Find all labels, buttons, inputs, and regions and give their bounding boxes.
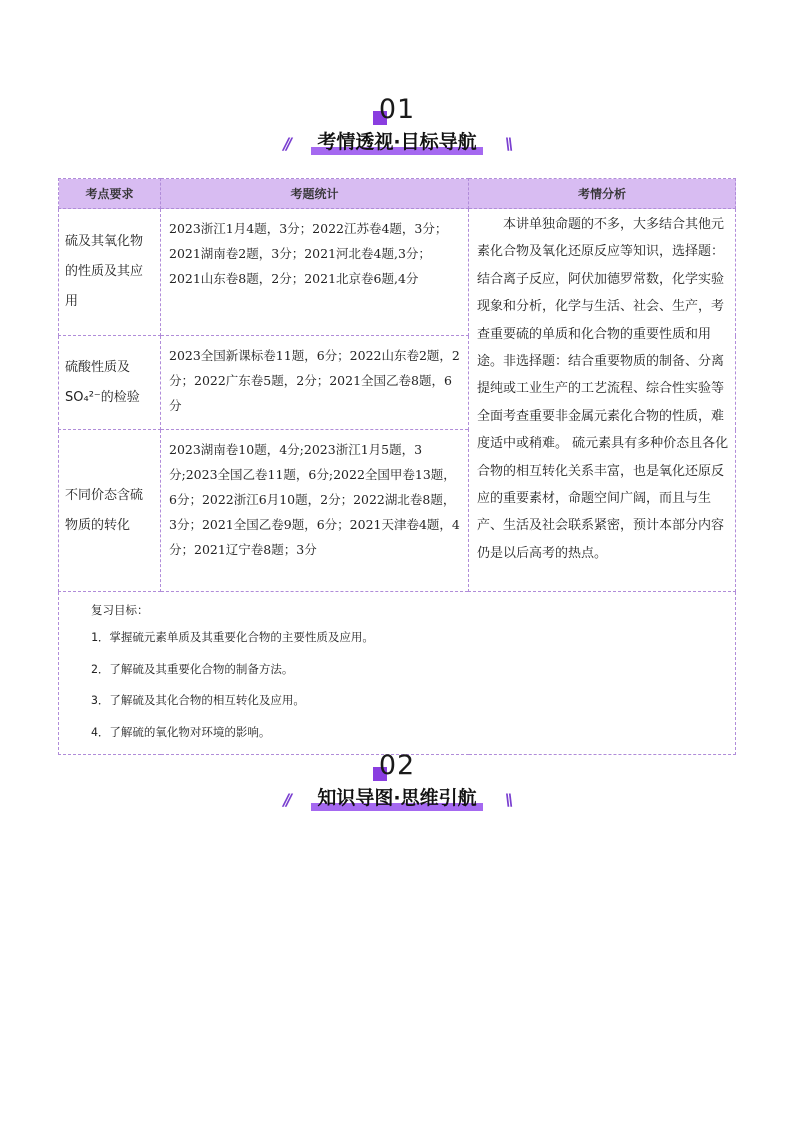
section-title: 考情透视·目标导航 xyxy=(317,131,477,153)
section-number-badge xyxy=(379,751,415,781)
statistics-cell: 2023全国新课标卷11题，6分；2022山东卷2题，2分；2022广东卷5题，2分；2021全国乙卷8题，6分 xyxy=(161,336,469,430)
table-header-row xyxy=(59,179,736,209)
requirement-cell: 硫酸性质及SO₄²⁻的检验 xyxy=(59,336,161,430)
section-number-badge xyxy=(379,95,415,125)
statistics-cell: 2023浙江1月4题，3分；2022江苏卷4题，3分；2021湖南卷2题，3分；2021河北卷4题,3分；2021山东卷8题，2分；2021北京卷6题,4分 xyxy=(161,209,469,336)
review-goals-row xyxy=(59,592,736,755)
slash-decoration-right: \\ xyxy=(504,790,511,809)
slash-decoration-left: // xyxy=(283,790,290,809)
section-title: 知识导图·思维引航 xyxy=(317,787,477,809)
section-1-title-banner xyxy=(283,130,510,156)
slash-decoration-left: // xyxy=(283,134,290,153)
slash-decoration-right: \\ xyxy=(504,134,511,153)
statistics-cell: 2023湖南卷10题，4分;2023浙江1月5题，3分;2023全国乙卷11题，6分;2022全国甲卷13题，6分；2022浙江6月10题，2分；2022湖北卷8题，3分；2021全国乙卷9题，6分；2021天津卷4题，4分；2021辽宁卷8题；3分 xyxy=(161,430,469,592)
section-number: 01 xyxy=(378,94,416,125)
review-goals-title: 复习目标： xyxy=(91,603,149,617)
review-goals-cell xyxy=(59,592,736,755)
analysis-cell: 本讲单独命题的不多，大多结合其他元素化合物及氧化还原反应等知识，选择题：结合离子反应，阿伏加德罗常数，化学实验现象和分析，化学与生活、社会、生产，考查重要硫的单质和化合物的重要性质和用途。非选择题：结合重要物质的制备、分离提纯或工业生产的工艺流程、综合性实验等全面考查重要非金属元素化合物的性质，难度适中或稍难。 硫元素具有多种价态且各化合物的相互转化关系丰富，也是氧化还原反应的重要素材，命题空间广阔，而且与生产、生活及社会联系紧密，预计本部分内容仍是以后高考的热点。 xyxy=(469,209,736,592)
section-1-title-row xyxy=(0,130,794,156)
header-statistics: 考题统计 xyxy=(161,179,469,209)
section-2-title-banner xyxy=(283,786,510,812)
header-requirement: 考点要求 xyxy=(59,179,161,209)
requirement-cell: 硫及其氧化物的性质及其应用 xyxy=(59,209,161,336)
section-2-title-row xyxy=(0,786,794,812)
review-goal-item: 1．掌握硫元素单质及其重要化合物的主要性质及应用。 xyxy=(91,630,374,644)
section-2-header xyxy=(0,751,794,781)
review-goal-item: 2．了解硫及其重要化合物的制备方法。 xyxy=(91,661,294,676)
section-number: 02 xyxy=(378,750,416,781)
requirement-cell: 不同价态含硫物质的转化 xyxy=(59,430,161,592)
section-1-header xyxy=(0,95,794,125)
review-goal-item: 4．了解硫的氧化物对环境的影响。 xyxy=(91,724,271,739)
review-goal-item: 3．了解硫及其化合物的相互转化及应用。 xyxy=(91,693,305,707)
exam-analysis-table xyxy=(58,178,736,755)
header-analysis: 考情分析 xyxy=(469,179,736,209)
table-row xyxy=(59,209,736,336)
